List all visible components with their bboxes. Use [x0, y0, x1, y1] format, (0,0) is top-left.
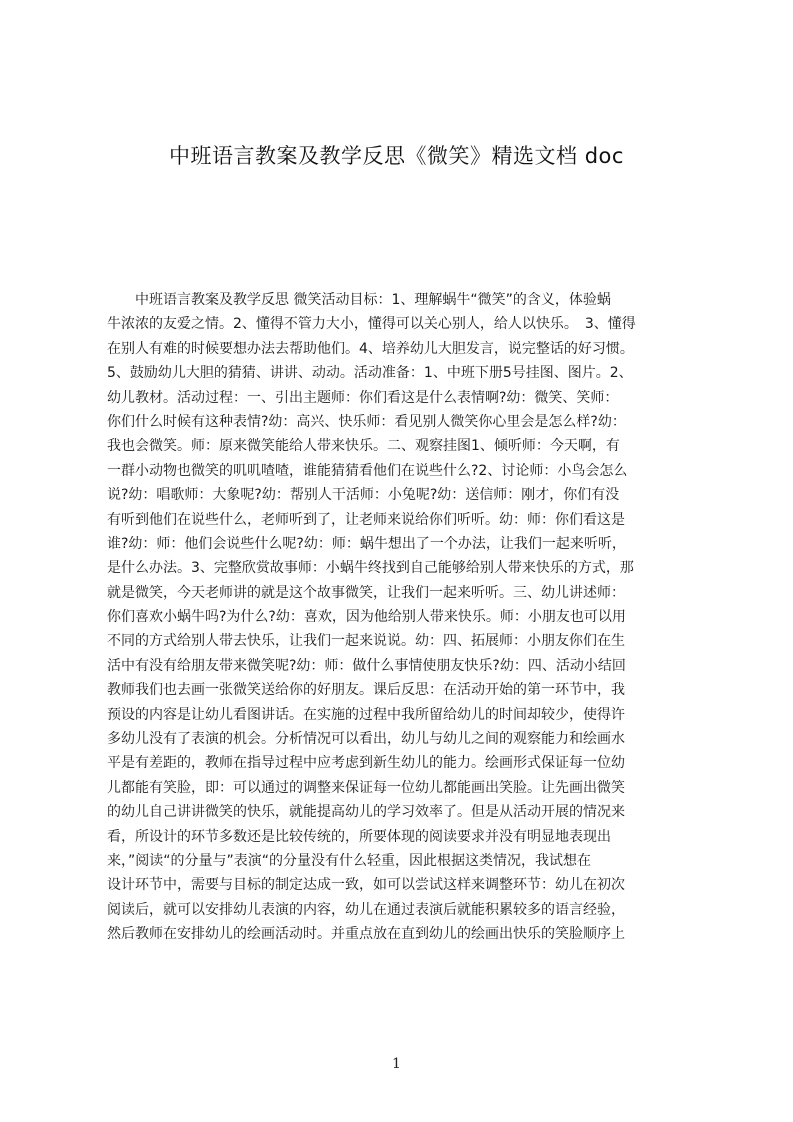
body-line: 在别人有难的时候要想办法去帮助他们。4、培养幼儿大胆发言，说完整话的好习惯。 [107, 340, 634, 357]
body-line: 我也会微笑。师：原来微笑能给人带来快乐。二、观察挂图1、倾听师：今天啊，有 [107, 438, 620, 455]
body-line: 中班语言教案及教学反思 微笑活动目标：1、理解蜗牛“微笑”的含义，体验蜗 [135, 292, 611, 308]
body-line: 你们喜欢小蜗牛吗?为什么?幼：喜欢，因为他给别人带来快乐。师：小朋友也可以用 [107, 609, 626, 626]
body-line: 一群小动物也微笑的叽叽喳喳，谁能猜猜看他们在说些什么?2、讨论师：小鸟会怎么 [107, 462, 628, 479]
body-line: 是什么办法。3、完整欣赏故事师：小蜗牛终找到自己能够给别人带来快乐的方式，那 [107, 560, 634, 577]
body-line: 就是微笑，今天老师讲的就是这个故事微笑，让我们一起来听听。三、幼儿讲述师： [107, 584, 625, 601]
body-line: 阅读后，就可以安排幼儿表演的内容，幼儿在通过表演后就能积累较多的语言经验， [107, 901, 625, 918]
document-title: 中班语言教案及教学反思《微笑》精选文档 doc [169, 144, 624, 168]
body-line: 的幼儿自己讲讲微笑的快乐，就能提高幼儿的学习效率了。但是从活动开展的情况来 [107, 804, 625, 821]
body-line: 活中有没有给朋友带来微笑呢?幼：师：做什么事情使朋友快乐?幼：四、活动小结回 [107, 657, 626, 674]
body-line: 看，所设计的环节多数还是比较传统的，所要体现的阅读要求并没有明显地表现出 [107, 828, 611, 845]
body-line: 多幼儿没有了表演的机会。分析情况可以看出，幼儿与幼儿之间的观察能力和绘画水 [107, 731, 625, 748]
body-line: 儿都能有笑脸，即：可以通过的调整来保证每一位幼儿都能画出笑脸。让先画出微笑 [107, 779, 625, 796]
body-line: 你们什么时候有这种表情?幼：高兴、快乐师：看见别人微笑你心里会是怎么样?幼： [107, 413, 626, 430]
body-line: 设计环节中，需要与目标的制定达成一致，如可以尝试这样来调整环节：幼儿在初次 [107, 877, 625, 894]
body-line: 来，”阅读“的分量与”表演“的分量没有什么轻重，因此根据这类情况，我试想在 [107, 852, 592, 869]
body-line: 不同的方式给别人带去快乐，让我们一起来说说。幼：四、拓展师：小朋友你们在生 [107, 633, 625, 650]
page-number: 1 [392, 1056, 401, 1072]
document-body [107, 288, 699, 947]
body-line: 教师我们也去画一张微笑送给你的好朋友。课后反思：在活动开始的第一环节中，我 [107, 682, 625, 699]
body-line: 有听到他们在说些什么，老师听到了，让老师来说给你们听听。幼：师：你们看这是 [107, 511, 625, 528]
body-line: 牛浓浓的友爱之情。2、懂得不管力大小，懂得可以关心别人，给人以快乐。 3、懂得 [107, 316, 636, 333]
body-line: 谁?幼：师：他们会说些什么呢?幼：师：蜗牛想出了一个办法，让我们一起来听听， [107, 535, 626, 552]
body-line: 平是有差距的，教师在指导过程中应考虑到新生幼儿的能力。绘画形式保证每一位幼 [107, 755, 625, 772]
body-line: 说?幼：唱歌师：大象呢?幼：帮别人干活师：小兔呢?幼：送信师：刚才，你们有没 [107, 487, 620, 504]
body-line: 然后教师在安排幼儿的绘画活动时。并重点放在直到幼儿的绘画出快乐的笑脸顺序上 [107, 926, 625, 943]
body-line: 幼儿教材。活动过程：一、引出主题师：你们看这是什么表情啊?幼：微笑、笑师： [107, 389, 619, 406]
body-line: 5、鼓励幼儿大胆的猜猜、讲讲、动动。活动准备：1、中班下册5号挂图、图片。2、 [107, 365, 633, 382]
body-line: 预设的内容是让幼儿看图讲话。在实施的过程中我所留给幼儿的时间却较少，使得许 [107, 706, 625, 723]
